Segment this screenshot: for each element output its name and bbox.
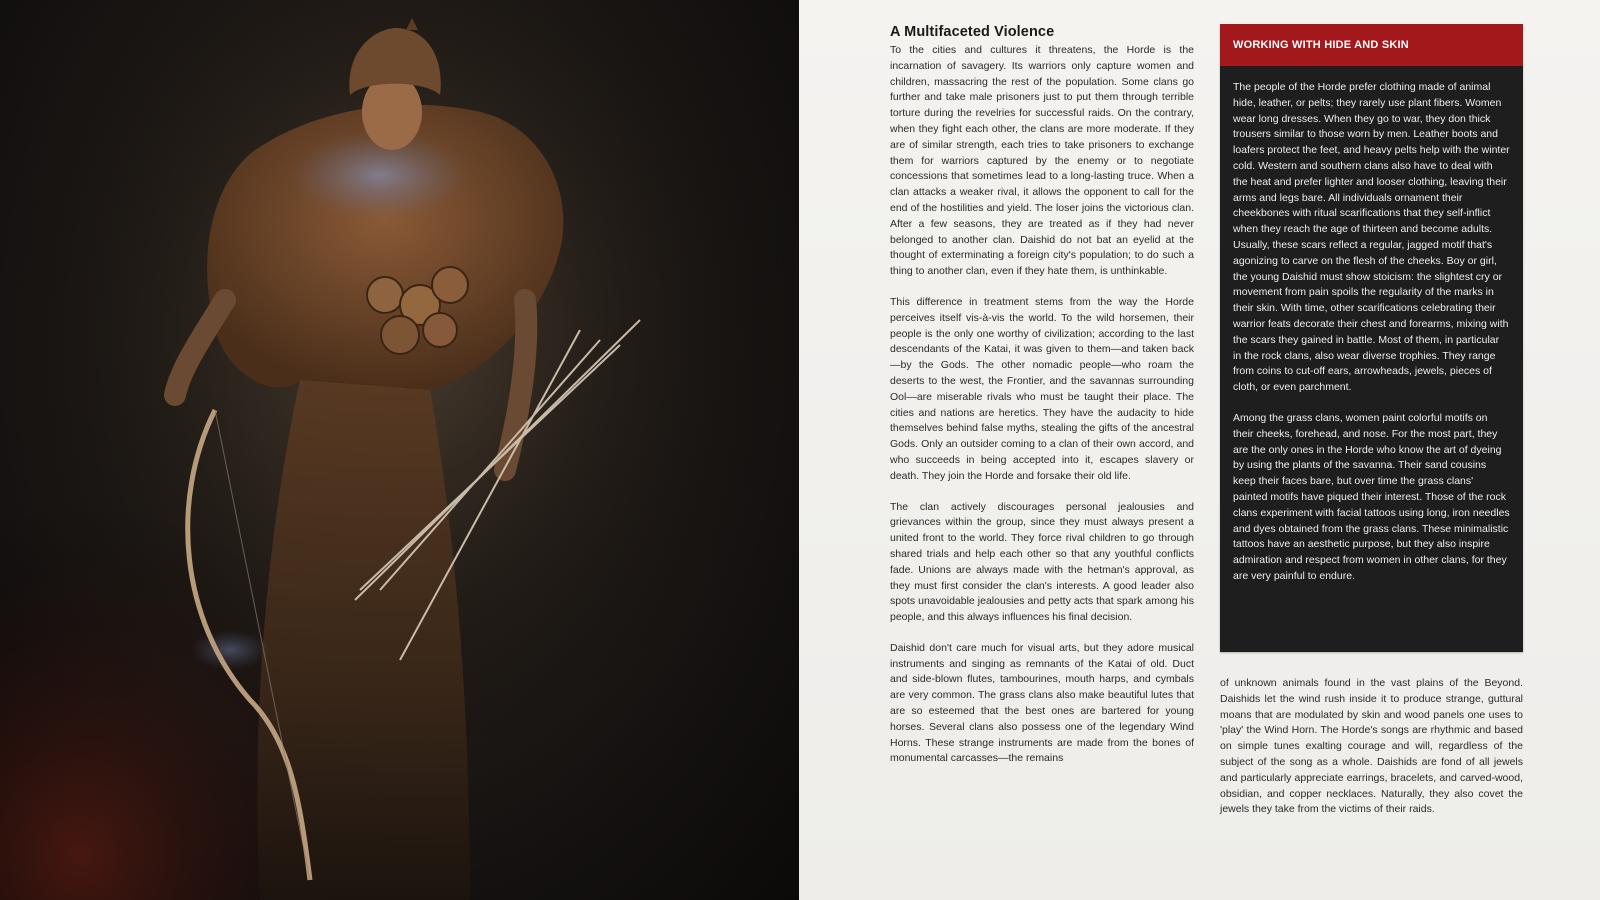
sidebar-body <box>1220 66 1523 585</box>
section-heading: A Multifaceted Violence <box>890 24 1055 40</box>
horde-warrior-illustration <box>0 0 799 900</box>
sidebar-paragraph: Among the grass clans, women paint colorful motifs on their cheeks, forehead, and nose. For the most part, they are the only ones in the Horde who know the art of dyeing by using the plants of the savanna. Their sand cousins keep their faces bare, but over time the grass clans' painted motifs have piqued their interest. Those of the rock clans experiment with facial tattoos using long, iron needles and dyes obtained from the grass clans. These minimalistic tattoos have an aesthetic purpose, but they also inspire admiration and respect from women in other clans, for they are very painful to endure. <box>1233 411 1510 582</box>
continuation-column <box>1220 676 1523 833</box>
sidebar-title: WORKING WITH HIDE AND SKIN <box>1233 39 1409 51</box>
sidebar-box <box>1220 24 1523 652</box>
continuation-paragraph: of unknown animals found in the vast plains of the Beyond. Daishids let the wind rush inside it to produce strange, guttural moans that are modulated by skin and wood panels one uses to 'play' the Wind Horn. The Horde's songs are rhythmic and based on simple tunes exalting courage and will, regardless of the subject of the song as a whole. Daishids are fond of all jewels and particularly appreciate earrings, bracelets, and carved-wood, obsidian, and copper necklaces. Naturally, they also covet the jewels they take from the victims of their raids. <box>1220 677 1523 816</box>
body-paragraph: The clan actively discourages personal jealousies and grievances within the group, since they must always present a united front to the world. They force rival children to go through shared trials and help each other so that any youthful conflicts fade. Unions are always made with the hetman's approval, as they must first consider the clan's interests. A good leader also spots unavoidable jealousies and petty acts that spark among his people, and this always influences his final decision. <box>890 500 1194 624</box>
body-paragraph: Daishid don't care much for visual arts, but they adore musical instruments and singing as remnants of the Katai of old. Duct and side-blown flutes, tambourines, mouth harps, and cymbals are very common. The grass clans also make beautiful lutes that are so esteemed that the best ones are bartered for young horses. Several clans also possess one of the legendary Wind Horns. These strange instruments are made from the bones of monumental carcasses—the remains <box>890 641 1194 765</box>
main-column <box>890 24 1194 782</box>
robe-shape <box>257 380 470 900</box>
body-paragraph: To the cities and cultures it threatens, the Horde is the incarnation of savagery. Its warriors only capture women and children, massacring the rest of the population. Some clans go further and take male prisoners just to put them through terrible torture during the revelries for successful raids. On the contrary, when they fight each other, the clans are more moderate. If they are of similar strength, each tries to take prisoners to exchange them for warriors captured by the enemy or to negotiate concessions that sometimes lead to a long-lasting truce. When a clan attacks a weaker rival, it allows the opponent to call for the end of the hostilities and yield. The loser joins the victorious clan. After a few seasons, they are treated as if they had never belonged to another clan. Daishid do not bat an eyelid at the thought of exterminating a foreign city's population; to do such a thing to another clan, even if they hate them, is unthinkable. <box>890 44 1194 278</box>
body-paragraph: This difference in treatment stems from the way the Horde perceives itself vis-à-vis the world. To the wild horsemen, their people is the only one worthy of civilization; according to the last descendants of the Katai, it was given to them—and taken back—by the Gods. The other nomadic people—who roam the deserts to the west, the Frontier, and the savannas surrounding Ool—are miserable rivals who must be taught their place. The cities and nations are heretics. They have the audacity to hide themselves behind false myths, stealing the gifts of the ancestral Gods. Only an outsider coming to a clan of their own accord, and who succeeds in being accepted into it, escapes slavery or death. They join the Horde and forsake their old life. <box>890 295 1194 482</box>
sidebar-paragraph: The people of the Horde prefer clothing made of animal hide, leather, or pelts; they rarely use plant fibers. Women wear long dresses. When they go to war, they don thick trousers similar to those worn by men. Leather boots and loafers protect the feet, and heavy pelts help with the winter cold. Western and southern clans also have to deal with the heat and prefer lighter and looser clothing, leaving their arms and legs bare. All individuals ornament their cheekbones with ritual scarifications that they self-inflict when they reach the age of thirteen and become adults. Usually, these scars reflect a regular, jagged motif that's agonizing to carve on the flesh of the cheeks. Boy or girl, the young Daishid must show stoicism: the slightest cry or movement from pain spoils the regularity of the marks in their skin. With time, other scarifications celebrating their warrior feats decorate their chest and forearms, mixing with the scars they gained in battle. Most of them, in particular in the rock clans, also wear diverse trophies. They range from coins to cut-off ears, arrowheads, jewels, pieces of cloth, or even parchment. <box>1233 81 1510 394</box>
illustration-page <box>0 0 799 900</box>
sidebar-header <box>1220 24 1523 66</box>
